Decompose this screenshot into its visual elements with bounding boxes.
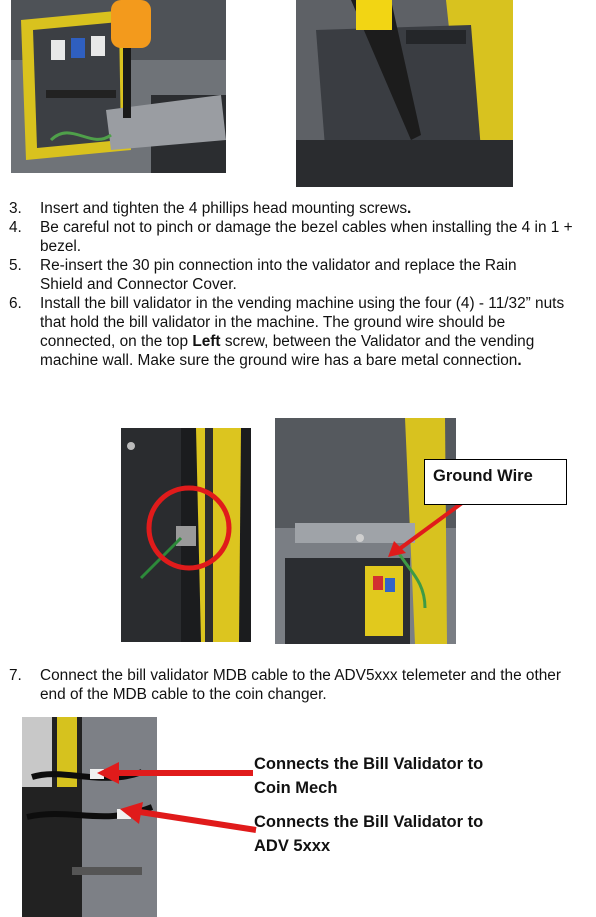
coin-mech-arrow	[95, 758, 255, 788]
ground-wire-callout	[424, 459, 567, 505]
coin-mech-caption: Connects the Bill Validator to Coin Mech	[254, 755, 484, 797]
step-3: 3. Insert and tighten the 4 phillips head mounting screws.	[9, 200, 412, 217]
adv-caption: Connects the Bill Validator to ADV 5xxx	[254, 813, 484, 855]
photo-screwdriver-validator-left	[11, 0, 226, 173]
instruction-steps-3-6	[0, 199, 580, 370]
step-4: 4. Be careful not to pinch or damage the bezel cables when installing the 4 in 1 + bezel.	[9, 219, 573, 255]
photo-ground-screw-closeup	[121, 428, 251, 642]
ground-wire-label: Ground Wire	[433, 467, 533, 485]
step-6: 6. Install the bill validator in the vending machine using the four (4) - 11/32” nuts that hold the bill validator in the machine. The ground wire should be connected, on the top Left screw, between the Validator and the vending machine wall. Make sure the ground wire has a bare metal connection.	[9, 295, 565, 369]
photo-screwdriver-validator-right	[296, 0, 513, 187]
ground-wire-arrow	[380, 495, 470, 565]
step-5: 5. Re-insert the 30 pin connection into the validator and replace the Rain Shield and Connector Cover.	[9, 257, 517, 293]
instruction-step-7	[0, 666, 580, 704]
step-7: 7. Connect the bill validator MDB cable to the ADV5xxx telemeter and the other end of the MDB cable to the coin changer.	[9, 667, 561, 703]
adv-arrow	[118, 800, 258, 840]
